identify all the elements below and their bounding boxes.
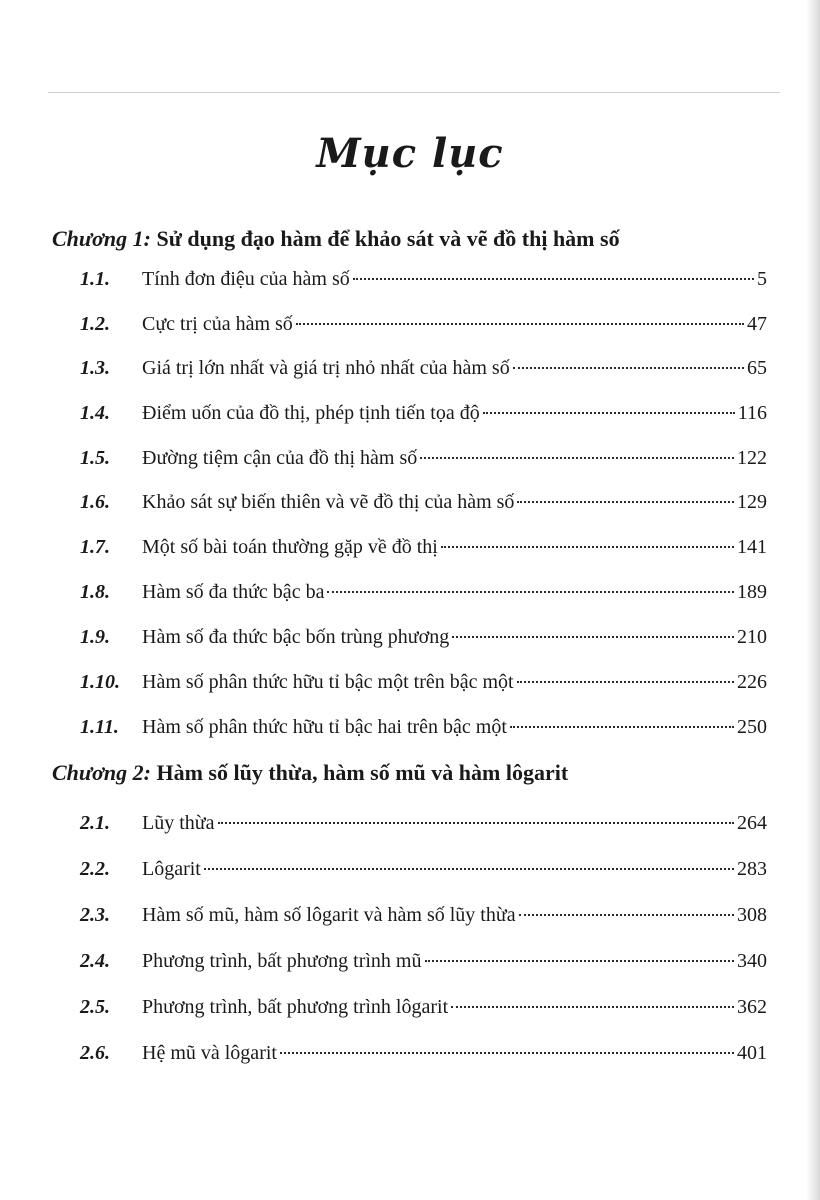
section-number: 1.9.	[80, 626, 110, 648]
section-title: Tính đơn điệu của hàm số	[142, 268, 350, 290]
section-title: Phương trình, bất phương trình lôgarit	[142, 996, 449, 1018]
toc-entry[interactable]	[80, 313, 767, 343]
dot-leader	[218, 822, 735, 824]
header-rule	[48, 92, 780, 93]
toc-entry[interactable]	[80, 904, 767, 934]
dot-leader	[510, 726, 734, 728]
dot-leader	[327, 591, 734, 593]
section-number: 1.6.	[80, 491, 110, 513]
page-number: 5	[757, 268, 767, 290]
toc-entry[interactable]	[80, 357, 767, 387]
dot-leader	[425, 960, 735, 962]
chapter-title: Sử dụng đạo hàm để khảo sát và vẽ đồ thị hàm số	[156, 226, 620, 251]
page-number: 308	[737, 904, 767, 926]
toc-entry[interactable]	[80, 1042, 767, 1072]
toc-entry[interactable]	[80, 268, 767, 298]
chapter-heading-1	[52, 226, 772, 252]
section-number: 1.2.	[80, 313, 110, 335]
page-number: 65	[747, 357, 767, 379]
section-title: Đường tiệm cận của đồ thị hàm số	[142, 447, 418, 469]
page-number: 129	[737, 491, 767, 513]
section-number: 2.2.	[80, 858, 110, 880]
section-number: 1.7.	[80, 536, 110, 558]
page-number: 362	[737, 996, 767, 1018]
chapter-title: Hàm số lũy thừa, hàm số mũ và hàm lôgarit	[156, 760, 569, 785]
section-number: 1.4.	[80, 402, 110, 424]
toc-entry[interactable]	[80, 626, 767, 656]
section-number: 2.4.	[80, 950, 110, 972]
section-title: Phương trình, bất phương trình mũ	[142, 950, 422, 972]
dot-leader	[451, 1006, 734, 1008]
page-number: 264	[737, 812, 767, 834]
page-number: 141	[737, 536, 767, 558]
section-title: Hàm số phân thức hữu tỉ bậc một trên bậc một	[142, 671, 514, 693]
section-number: 2.6.	[80, 1042, 110, 1064]
section-number: 1.10.	[80, 671, 120, 693]
dot-leader	[441, 546, 734, 548]
section-number: 1.3.	[80, 357, 110, 379]
dot-leader	[204, 868, 734, 870]
section-number: 2.5.	[80, 996, 110, 1018]
chapter-label: Chương 1:	[52, 226, 151, 251]
section-number: 1.5.	[80, 447, 110, 469]
section-title: Một số bài toán thường gặp về đồ thị	[142, 536, 438, 558]
section-title: Hàm số đa thức bậc ba	[142, 581, 325, 603]
dot-leader	[452, 636, 734, 638]
chapter-heading-2	[52, 760, 772, 786]
section-number: 2.1.	[80, 812, 110, 834]
section-number: 1.1.	[80, 268, 110, 290]
toc-entry[interactable]	[80, 950, 767, 980]
page-edge-shadow	[806, 0, 820, 1200]
toc-entry[interactable]	[80, 536, 767, 566]
page-number: 340	[737, 950, 767, 972]
dot-leader	[519, 914, 734, 916]
section-number: 1.11.	[80, 716, 119, 738]
dot-leader	[280, 1052, 734, 1054]
toc-entry[interactable]	[80, 447, 767, 477]
section-number: 2.3.	[80, 904, 110, 926]
dot-leader	[420, 457, 734, 459]
section-number: 1.8.	[80, 581, 110, 603]
page-number: 47	[747, 313, 767, 335]
section-title: Điểm uốn của đồ thị, phép tịnh tiến tọa độ	[142, 402, 480, 424]
toc-entry[interactable]	[80, 581, 767, 611]
dot-leader	[513, 367, 744, 369]
page-number: 210	[737, 626, 767, 648]
page-number: 250	[737, 716, 767, 738]
section-title: Cực trị của hàm số	[142, 313, 293, 335]
section-title: Hàm số mũ, hàm số lôgarit và hàm số lũy thừa	[142, 904, 516, 926]
section-title: Khảo sát sự biến thiên và vẽ đồ thị của hàm số	[142, 491, 515, 513]
section-title: Hàm số đa thức bậc bốn trùng phương	[142, 626, 450, 648]
page-number: 116	[737, 402, 767, 424]
page-title: Mục lục	[316, 130, 504, 177]
dot-leader	[517, 501, 734, 503]
page-number: 189	[737, 581, 767, 603]
toc-entry[interactable]	[80, 402, 767, 432]
page-number: 283	[737, 858, 767, 880]
toc-entry[interactable]	[80, 858, 767, 888]
section-title: Giá trị lớn nhất và giá trị nhỏ nhất của hàm số	[142, 357, 510, 379]
dot-leader	[517, 681, 734, 683]
page-number: 122	[737, 447, 767, 469]
section-title: Lôgarit	[142, 858, 201, 880]
dot-leader	[353, 278, 754, 280]
toc-entry[interactable]	[80, 491, 767, 521]
chapter-label: Chương 2:	[52, 760, 151, 785]
toc-entry[interactable]	[80, 716, 767, 746]
toc-entry[interactable]	[80, 812, 767, 842]
page-number: 401	[737, 1042, 767, 1064]
section-title: Hệ mũ và lôgarit	[142, 1042, 277, 1064]
section-title: Lũy thừa	[142, 812, 215, 834]
dot-leader	[483, 412, 735, 414]
toc-entry[interactable]	[80, 996, 767, 1026]
toc-entry[interactable]	[80, 671, 767, 701]
section-title: Hàm số phân thức hữu tỉ bậc hai trên bậc một	[142, 716, 507, 738]
page-number: 226	[737, 671, 767, 693]
dot-leader	[296, 323, 744, 325]
